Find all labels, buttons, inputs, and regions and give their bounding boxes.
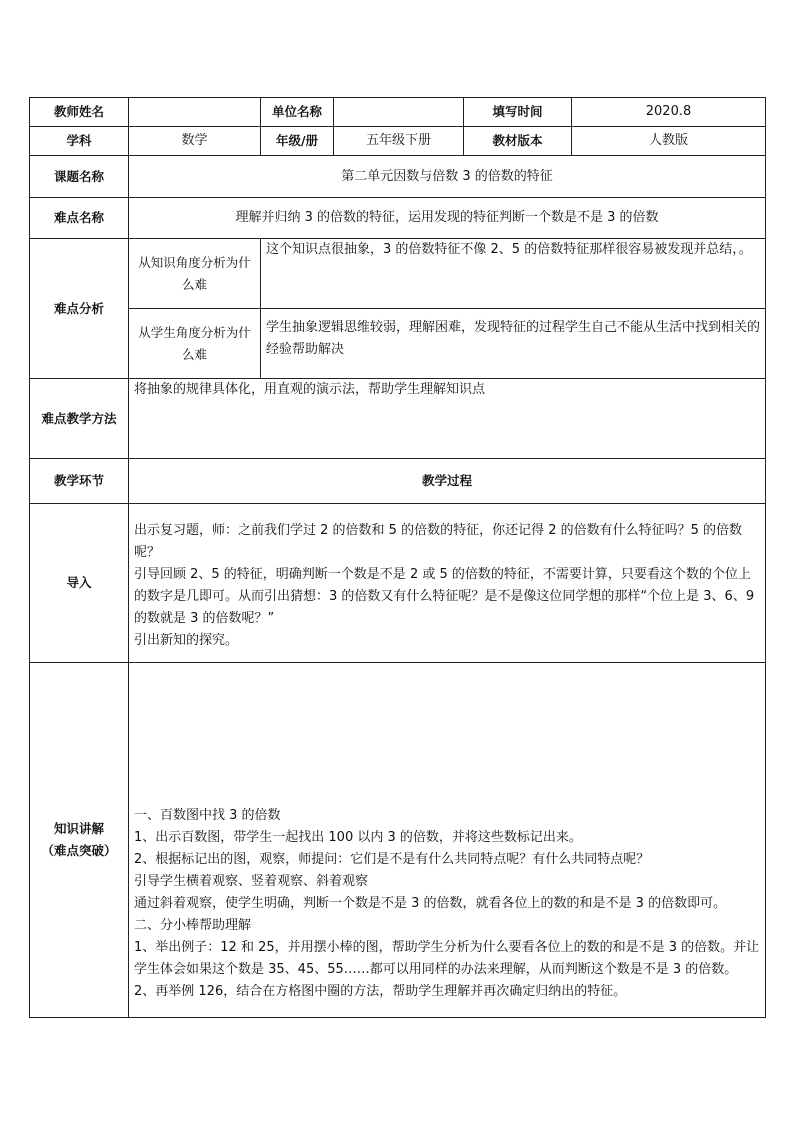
explain-label-cell: [30, 663, 129, 1018]
unit-name-value: [334, 98, 464, 127]
teacher-name-value: [129, 98, 261, 127]
explain-row: [30, 663, 766, 1018]
explain-content: [129, 663, 766, 1018]
subject-value: 数学: [129, 127, 261, 156]
intro-row: [30, 504, 766, 663]
explain-line: 2、再举例 126，结合在方格图中圈的方法，帮助学生理解并再次确定归纳出的特征。: [134, 984, 627, 999]
method-row: [30, 379, 766, 459]
explain-line: 2、根据标记出的图，观察，师提问：它们是不是有什么共同特点呢？有什么共同特点呢？: [134, 852, 650, 867]
intro-content: [129, 504, 766, 663]
fill-date-value: 2020.8: [572, 98, 766, 127]
difficulty-value: 理解并归纳 3 的倍数的特征，运用发现的特征判断一个数是不是 3 的倍数: [129, 198, 766, 239]
topic-label: 课题名称: [30, 156, 129, 198]
intro-line: 引导回顾 2、5 的特征，明确判断一个数是不是 2 或 5 的倍数的特征，不需要计算，只要看这个数的个位上的数字是几即可。从而引出猜想：3 的倍数又有什么特征呢？是不是像这位同学想的那样“个位上是 3、6、9 的数就是 3 的倍数呢？”: [134, 567, 755, 626]
explain-line: 一、百数图中找 3 的倍数: [134, 808, 281, 823]
explain-line: 引导学生横着观察、竖着观察、斜着观察: [134, 874, 369, 889]
knowledge-angle-text: 这个知识点很抽象，3 的倍数特征不像 2、5 的倍数特征那样很容易被发现并总结，。: [261, 239, 766, 309]
explain-line: 二、分小棒帮助理解: [134, 918, 252, 933]
edition-label: 教材版本: [464, 127, 572, 156]
lesson-plan-table: [29, 97, 766, 1018]
difficulty-row: [30, 198, 766, 239]
process-label: 教学过程: [129, 459, 766, 504]
intro-line: 出示复习题，师：之前我们学过 2 的倍数和 5 的倍数的特征，你还记得 2 的倍数有什么特征吗？5 的倍数呢？: [134, 523, 743, 560]
analysis-label: 难点分析: [30, 239, 129, 379]
subject-label: 学科: [30, 127, 129, 156]
student-angle-text: 学生抽象逻辑思维较弱，理解困难，发现特征的过程学生自己不能从生活中找到相关的经验帮助解决: [261, 309, 766, 379]
process-header-row: [30, 459, 766, 504]
explain-label: 知识讲解: [53, 821, 104, 836]
intro-label: 导入: [30, 504, 129, 663]
intro-line: 引出新知的探究。: [134, 633, 239, 648]
teacher-name-label: 教师姓名: [30, 98, 129, 127]
header-row-1: [30, 98, 766, 127]
student-angle-label: 从学生角度分析为什么难: [129, 309, 261, 379]
method-text: 将抽象的规律具体化，用直观的演示法，帮助学生理解知识点: [129, 379, 766, 459]
explain-sublabel: （难点突破）: [41, 843, 117, 858]
topic-row: [30, 156, 766, 198]
edition-value: 人教版: [572, 127, 766, 156]
stage-label: 教学环节: [30, 459, 129, 504]
method-label: 难点教学方法: [30, 379, 129, 459]
header-row-2: [30, 127, 766, 156]
grade-label: 年级/册: [261, 127, 334, 156]
fill-date-label: 填写时间: [464, 98, 572, 127]
knowledge-angle-label: 从知识角度分析为什么难: [129, 239, 261, 309]
unit-name-label: 单位名称: [261, 98, 334, 127]
analysis-row-student: [30, 309, 766, 379]
grade-value: 五年级下册: [334, 127, 464, 156]
explain-line: 1、举出例子：12 和 25，并用摆小棒的图，帮助学生分析为什么要看各位上的数的和是不是 3 的倍数。并让学生体会如果这个数是 35、45、55……都可以用同样的办法来理解，从而判断这个数是不是 3 的倍数。: [134, 940, 760, 977]
explain-line: 通过斜着观察，使学生明确，判断一个数是不是 3 的倍数，就看各位上的数的和是不是 3 的倍数即可。: [134, 896, 727, 911]
explain-line: 1、出示百数图，带学生一起找出 100 以内 3 的倍数，并将这些数标记出来。: [134, 830, 582, 845]
analysis-row-knowledge: [30, 239, 766, 309]
difficulty-label: 难点名称: [30, 198, 129, 239]
topic-value: 第二单元因数与倍数 3 的倍数的特征: [129, 156, 766, 198]
